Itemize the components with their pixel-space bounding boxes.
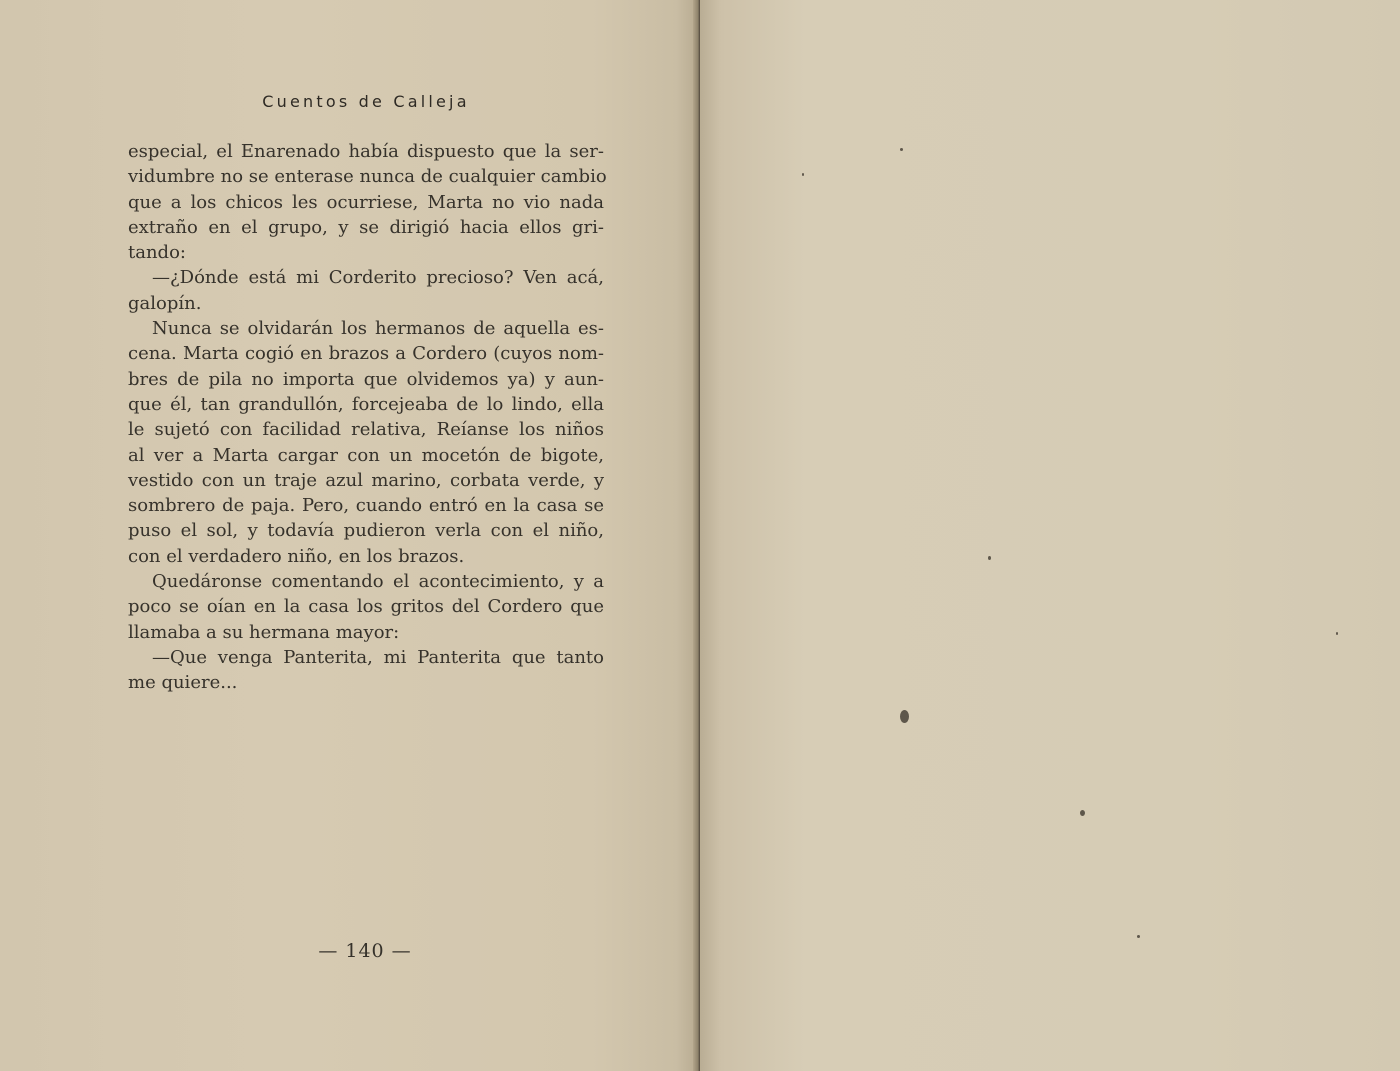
text-line: extraño en el grupo, y se dirigió hacia ellos gri- [128, 216, 604, 238]
paper-speck [802, 173, 804, 176]
body-text [128, 139, 607, 696]
paper-speck [1080, 810, 1085, 816]
page-number: — 140 — [318, 940, 412, 962]
paper-speck [900, 710, 909, 723]
text-line: sombrero de paja. Pero, cuando entró en la casa se [128, 495, 604, 517]
text-line: que a los chicos les ocurriese, Marta no vio nada [128, 191, 604, 213]
running-head: Cuentos de Calleja [262, 92, 470, 111]
text-line: me quiere... [128, 672, 238, 694]
text-line: vestido con un traje azul marino, corbata verde, y [128, 469, 604, 491]
text-line: galopín. [128, 292, 202, 314]
text-line: especial, el Enarenado había dispuesto que la ser- [128, 141, 604, 162]
paper-speck [988, 556, 991, 560]
text-line: —¿Dónde está mi Corderito precioso? Ven acá, [152, 267, 604, 289]
text-line: poco se oían en la casa los gritos del Cordero que [128, 596, 604, 618]
text-line: bres de pila no importa que olvidemos ya) y aun- [128, 368, 604, 390]
left-page [0, 0, 697, 1071]
text-line: cena. Marta cogió en brazos a Cordero (cuyos nom- [128, 343, 604, 365]
text-line: le sujetó con facilidad relativa, Reíanse los niños [128, 419, 604, 441]
text-line: llamaba a su hermana mayor: [128, 621, 400, 643]
text-line: vidumbre no se enterase nunca de cualquier cambio [128, 166, 607, 188]
text-line: que él, tan grandullón, forcejeaba de lo lindo, ella [128, 393, 604, 415]
paper-speck [1336, 632, 1338, 635]
right-page-blank [700, 0, 1400, 1071]
text-line: con el verdadero niño, en los brazos. [128, 545, 465, 567]
paper-speck [1137, 935, 1140, 938]
text-line: tando: [128, 242, 186, 264]
text-line: Nunca se olvidarán los hermanos de aquella es- [152, 318, 604, 340]
paper-speck [900, 148, 903, 151]
text-line: —Que venga Panterita, mi Panterita que tanto [152, 646, 604, 668]
text-line: al ver a Marta cargar con un mocetón de bigote, [128, 444, 604, 466]
text-line: puso el sol, y todavía pudieron verla con el niño, [128, 520, 604, 542]
text-line: Quedáronse comentando el acontecimiento, y a [152, 571, 604, 593]
